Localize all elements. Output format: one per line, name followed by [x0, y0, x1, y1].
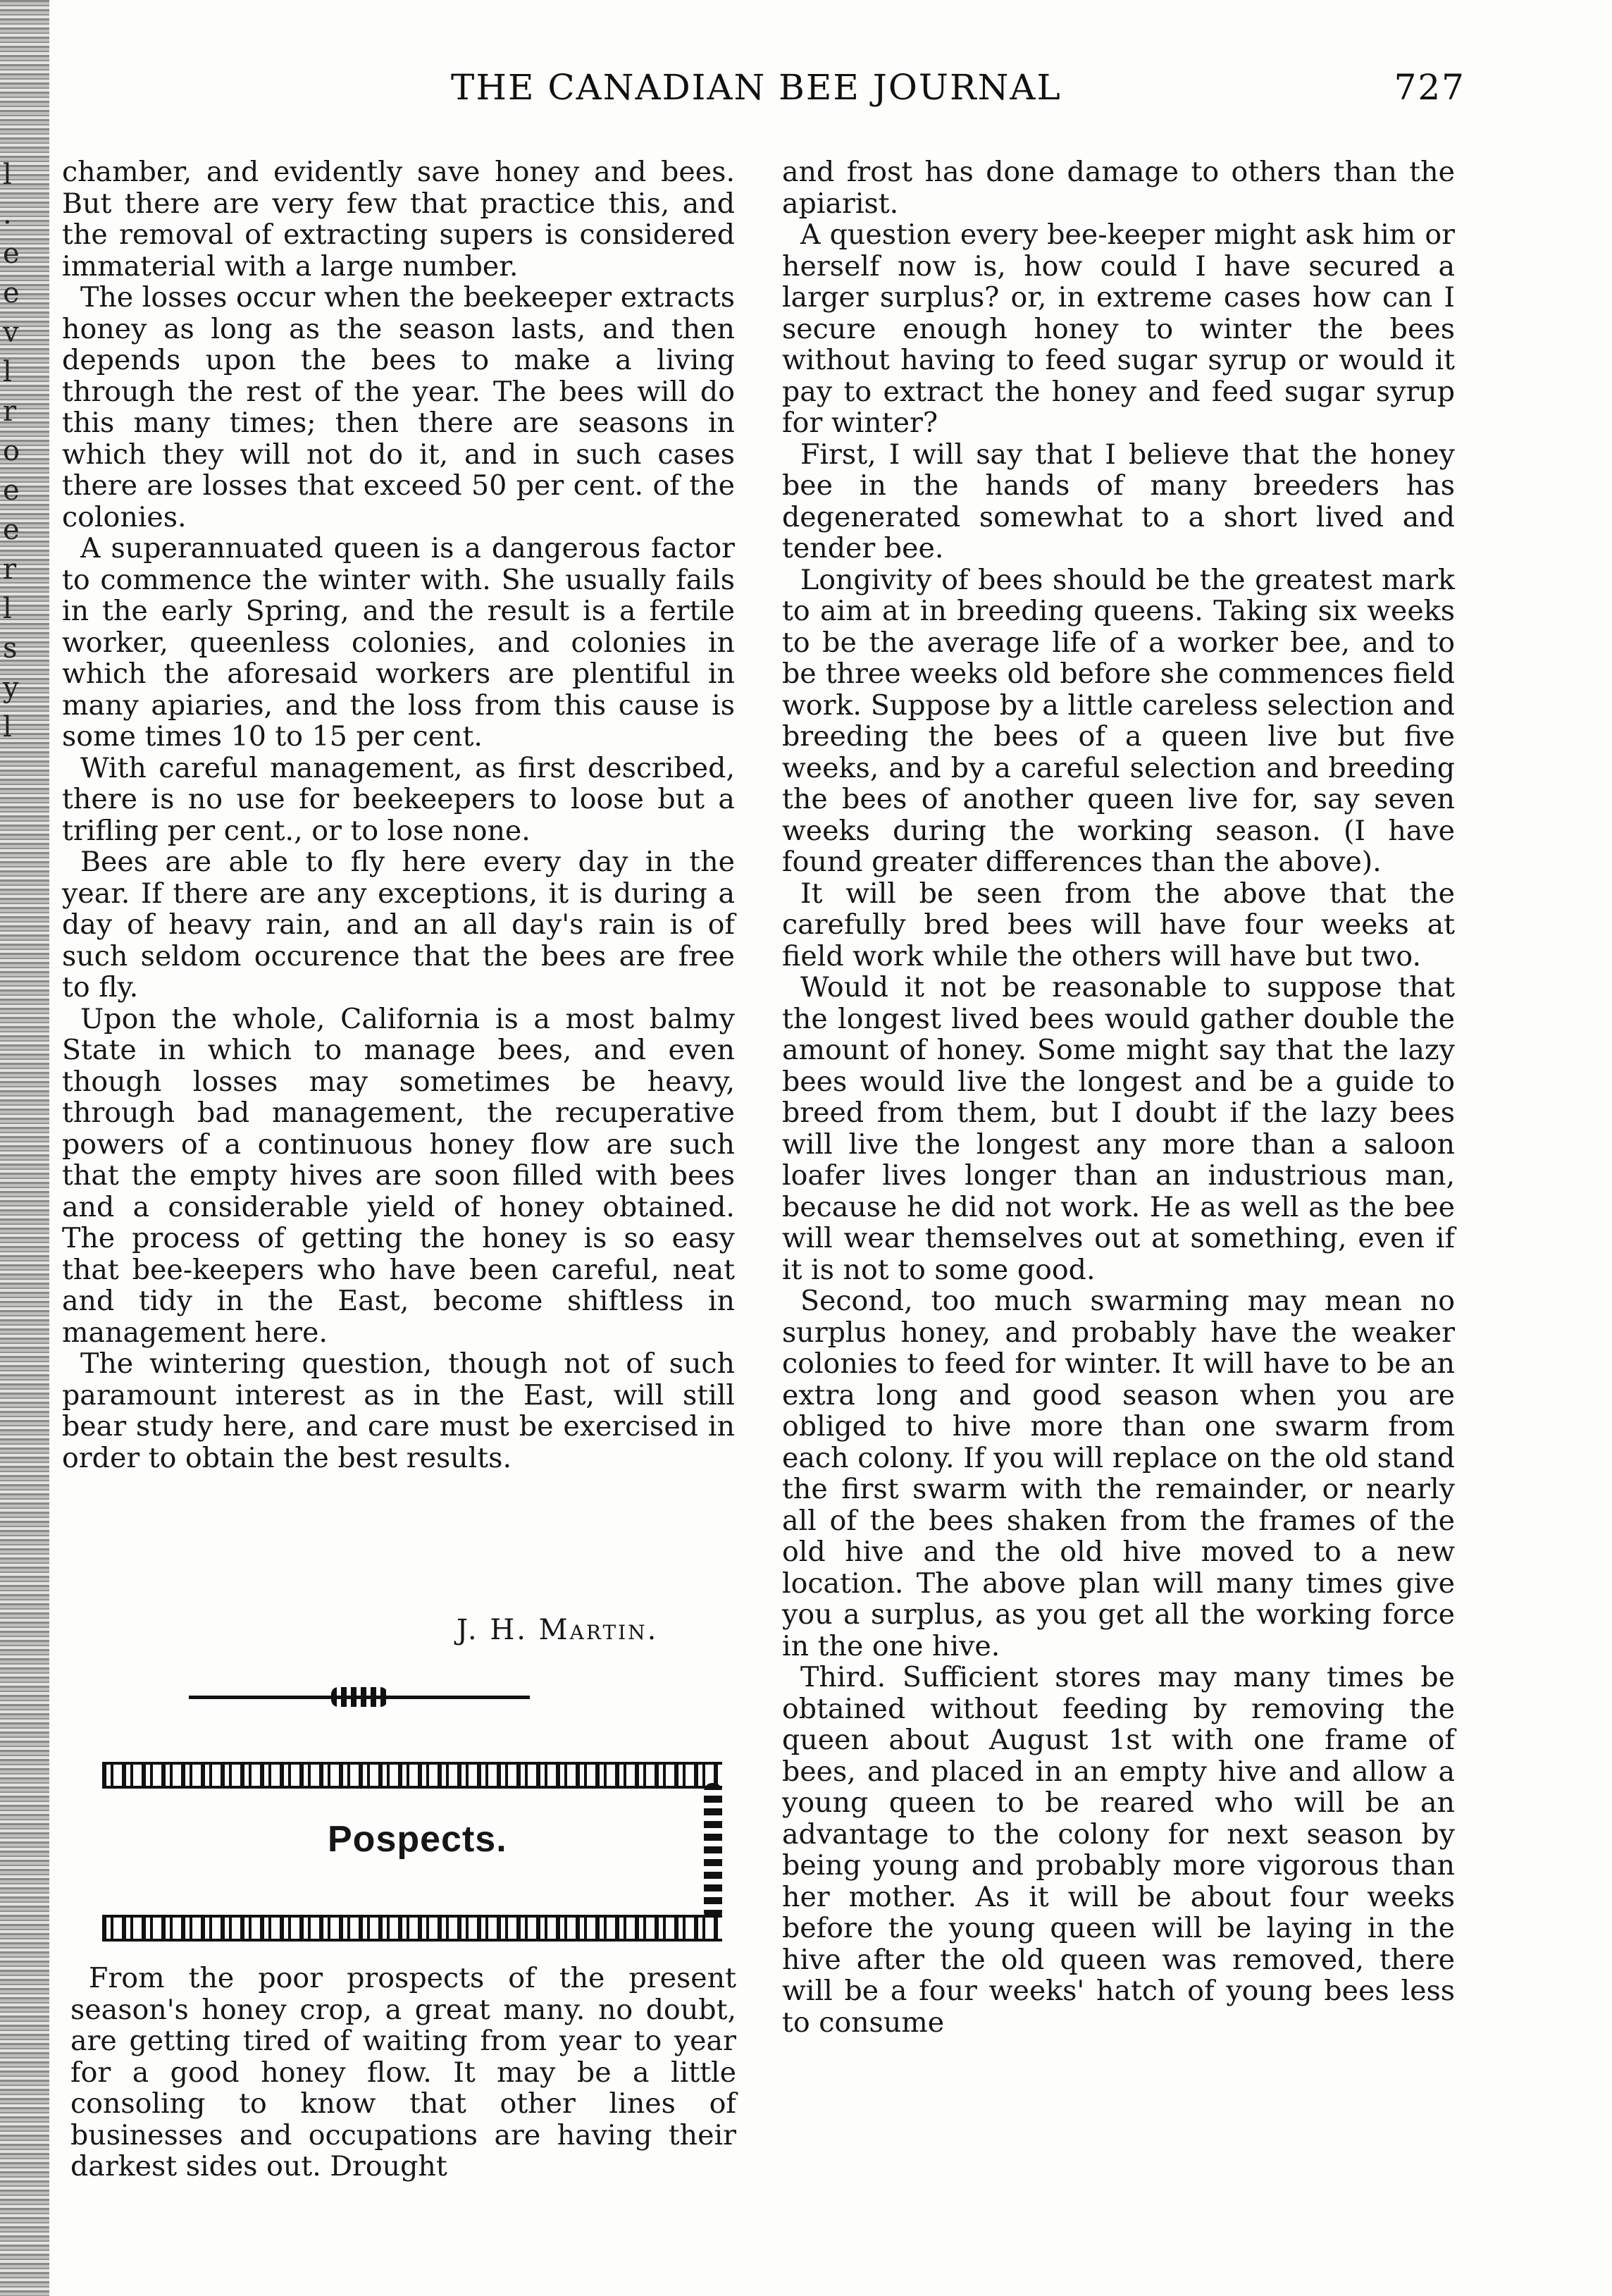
paragraph: Bees are able to fly here every day in the year. If there are any exceptions, it is during a day of heavy rain, and an all day's rain is of such seldom occurence that the bees are free to fly. — [62, 846, 735, 1004]
edge-glyph: e — [3, 474, 20, 507]
ornamental-border-side — [704, 1783, 722, 1920]
edge-glyph: e — [3, 514, 20, 546]
paragraph: The wintering question, though not of such paramount interest as in the East, will still bear study here, and care must be exercised in order to obtain the best results. — [62, 1347, 735, 1474]
paragraph: It will be seen from the above that the carefully bred bees will have four weeks at field work while the others will have but two. — [782, 877, 1455, 973]
paragraph: A superannuated queen is a dangerous factor to commence the winter with. She usually fails in the early Spring, and the result is a fertile worker, queenless colonies, and colonies in which the aforesaid workers are plentiful in many apiaries, and the loss from this cause is some times 10 to 15 per cent. — [62, 532, 735, 753]
scan-edge-glyphs — [3, 155, 20, 747]
divider-ornament — [331, 1687, 388, 1707]
paragraph: With careful management, as first described, there is no use for beekeepers to loose but a trifling per cent., or to lose none. — [62, 751, 735, 847]
paragraph: Second, too much swarming may mean no surplus honey, and probably have the weaker colonies to feed for winter. It will have to be an extra long and good season when you are obliged to hive more than one swarm from each colony. If you will replace on the old stand the first swarm with the remainder, or nearly all of the bees shaken from the frames of the old hive and the old hive moved to a new location. The above plan will many times give you a surplus, as you get all the working force in the one hive. — [782, 1285, 1455, 1662]
heading-ornament-box — [102, 1762, 722, 1942]
ornamental-border-top — [102, 1762, 722, 1789]
edge-glyph: l — [3, 711, 12, 743]
right-column — [782, 156, 1455, 2038]
edge-glyph: e — [3, 237, 20, 270]
paragraph: Longivity of bees should be the greatest mark to aim at in breeding queens. Taking six weeks to be the average life of a worker bee, and to be three weeks old before she commences field work. Suppose by a little careless selection and breeding the bees of a queen live but five weeks, and by a careful selection and breeding the bees of another queen live for, say seven weeks during the working season. (I have found greater differences than the above). — [782, 563, 1455, 878]
paragraph: A question every bee-keeper might ask him or herself now is, how could I have secured a larger surplus? or, in extreme cases how can I secure enough honey to winter the bees without having to feed sugar syrup or would it pay to extract the honey and feed sugar syrup for winter? — [782, 218, 1455, 439]
left-column-continued — [70, 1963, 736, 2183]
paragraph: From the poor prospects of the present season's honey crop, a great many. no doubt, are getting tired of waiting from year to year for a good honey flow. It may be a little consoling to know that other lines of businesses and occupations are having their darkest sides out. Drought — [70, 1962, 736, 2183]
edge-glyph: r — [3, 395, 17, 428]
edge-glyph: s — [3, 632, 18, 665]
paragraph: and frost has done damage to others than the apiarist. — [782, 156, 1455, 220]
edge-glyph: o — [3, 435, 20, 467]
edge-glyph: e — [3, 277, 20, 309]
edge-glyph: l — [3, 593, 12, 625]
journal-title: THE CANADIAN BEE JOURNAL — [451, 67, 1062, 108]
paragraph: chamber, and evidently save honey and bees. But there are very few that practice this, and the removal of extracting supers is considered immaterial with a large number. — [62, 156, 735, 283]
page-number: 727 — [1394, 67, 1465, 108]
author-signature: J. H. Martin. — [457, 1614, 659, 1646]
edge-glyph: v — [3, 316, 19, 349]
edge-glyph: l — [3, 159, 12, 191]
paragraph: The losses occur when the beekeeper extracts honey as long as the season lasts, and then depends upon the bees to make a living through the rest of the year. The bees will do this many times; then there are seasons in which they will not do it, and in such cases there are losses that exceed 50 per cent. of the colonies. — [62, 281, 735, 533]
paragraph: Would it not be reasonable to suppose that the longest lived bees would gather double the amount of honey. Some might say that the lazy bees would live the longest and be a guide to breed from them, but I doubt if the lazy bees will live the longest any more than a saloon loafer lives longer than an industrious man, because he did not work. He as well as the bee will wear themselves out at something, even if it is not to some good. — [782, 971, 1455, 1286]
paragraph: Third. Sufficient stores may many times be obtained without feeding by removing the queen about August 1st with one frame of bees, and placed in an empty hive and allow a young queen to be reared who will be an advantage to the colony for next season by being young and probably more vigorous than her mother. As it will be about four weeks before the young queen will be laying in the hive after the old queen was removed, there will be a four weeks' hatch of young bees less to consume — [782, 1661, 1455, 2039]
left-column — [62, 156, 735, 1474]
edge-glyph: l — [3, 356, 12, 388]
running-header — [451, 67, 1465, 123]
article-heading: Pospects. — [328, 1819, 507, 1860]
paragraph: Upon the whole, California is a most balmy State in which to manage bees, and even though losses may sometimes be heavy, through bad management, the recuperative powers of a continuous honey flow are such that the empty hives are soon filled with bees and a considerable yield of honey obtained. The process of getting the honey is so easy that bee-keepers who have been careful, neat and tidy in the East, become shiftless in management here. — [62, 1002, 735, 1349]
paragraph: First, I will say that I believe that the honey bee in the hands of many breeders has degenerated somewhat to a short lived and tender bee. — [782, 438, 1455, 564]
ornamental-border-bottom — [102, 1915, 722, 1942]
edge-glyph: r — [3, 553, 17, 586]
edge-glyph: y — [3, 672, 19, 704]
edge-glyph: . — [3, 198, 12, 230]
